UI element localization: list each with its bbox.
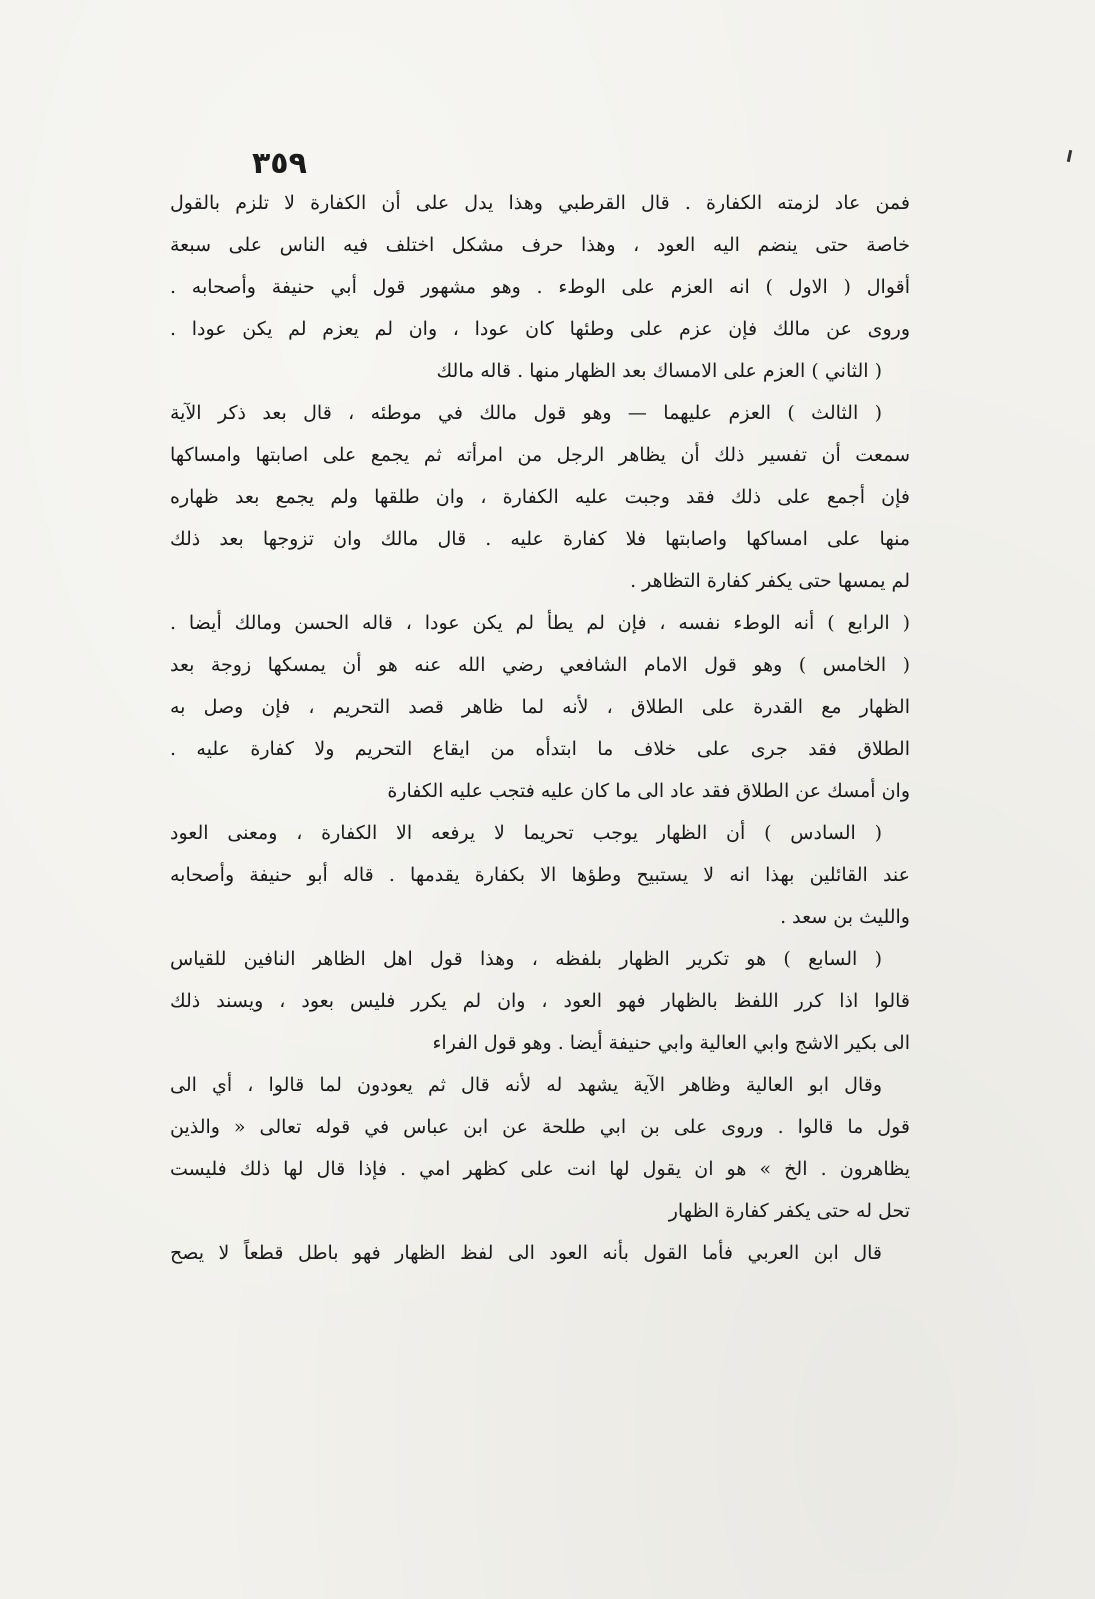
text-line: لم يمسها حتى يكفر كفارة التظاهر .: [630, 570, 910, 592]
text-line: الظهار مع القدرة على الطلاق ، لأنه لما ظاهر قصد التحريم ، فإن وصل به: [170, 696, 910, 718]
text-line: خاصة حتى ينضم اليه العود ، وهذا حرف مشكل اختلف فيه الناس على سبعة: [170, 234, 910, 256]
text-line: قالوا اذا كرر اللفظ بالظهار فهو العود ، وان لم يكرر فليس بعود ، ويسند ذلك: [170, 990, 910, 1012]
text-line: سمعت أن تفسير ذلك أن يظاهر الرجل من امرأته ثم يجمع على اصابتها وامساكها: [170, 444, 910, 466]
body-text: [170, 182, 910, 1274]
text-line: الطلاق فقد جرى على خلاف ما ابتدأه من ايقاع التحريم ولا كفارة عليه .: [170, 738, 910, 760]
margin-mark: [1067, 150, 1072, 162]
text-line: وقال ابو العالية وظاهر الآية يشهد له لأنه قال ثم يعودون لما قالوا ، أي الى: [170, 1074, 882, 1096]
text-line: تحل له حتى يكفر كفارة الظهار: [668, 1200, 910, 1222]
text-line: ( الثاني ) العزم على الامساك بعد الظهار منها . قاله مالك: [436, 360, 882, 382]
text-line: أقوال ( الاول ) انه العزم على الوطء . وهو مشهور قول أبي حنيفة وأصحابه .: [170, 276, 910, 298]
text-line: قال ابن العربي فأما القول بأنه العود الى لفظ الظهار فهو باطل قطعاً لا يصح: [170, 1242, 882, 1264]
text-line: منها على امساكها واصابتها فلا كفارة عليه . قال مالك وان تزوجها بعد ذلك: [170, 528, 910, 550]
text-line: فمن عاد لزمته الكفارة . قال القرطبي وهذا يدل على أن الكفارة لا تلزم بالقول: [170, 192, 910, 214]
page-number: ٣٥٩: [252, 146, 307, 181]
text-line: عند القائلين بهذا انه لا يستبيح وطؤها الا بكفارة يقدمها . قاله أبو حنيفة وأصحابه: [170, 864, 910, 886]
text-line: ( الثالث ) العزم عليهما — وهو قول مالك في موطئه ، قال بعد ذكر الآية: [170, 402, 882, 424]
text-line: وان أمسك عن الطلاق فقد عاد الى ما كان عليه فتجب عليه الكفارة: [387, 780, 910, 802]
text-line: الى بكير الاشج وابي العالية وابي حنيفة أيضا . وهو قول الفراء: [432, 1032, 910, 1054]
text-line: والليث بن سعد .: [780, 906, 910, 928]
text-line: وروى عن مالك فإن عزم على وطئها كان عودا ، وان لم يعزم لم يكن عودا .: [170, 318, 910, 340]
text-line: قول ما قالوا . وروى على بن ابي طلحة عن ابن عباس في قوله تعالى « والذين: [170, 1116, 910, 1138]
text-line: فإن أجمع على ذلك فقد وجبت عليه الكفارة ، وان طلقها ولم يجمع بعد ظهاره: [170, 486, 910, 508]
text-line: ( الخامس ) وهو قول الامام الشافعي رضي الله عنه هو أن يمسكها زوجة بعد: [170, 654, 910, 676]
text-line: ( الرابع ) أنه الوطء نفسه ، فإن لم يطأ لم يكن عودا ، قاله الحسن ومالك أيضا .: [170, 612, 910, 634]
text-line: يظاهرون . الخ » هو ان يقول لها انت على كظهر امي . فإذا قال لها ذلك فليست: [170, 1158, 910, 1180]
text-line: ( السادس ) أن الظهار يوجب تحريما لا يرفعه الا الكفارة ، ومعنى العود: [170, 822, 882, 844]
text-line: ( السابع ) هو تكرير الظهار بلفظه ، وهذا قول اهل الظاهر النافين للقياس: [170, 948, 882, 970]
